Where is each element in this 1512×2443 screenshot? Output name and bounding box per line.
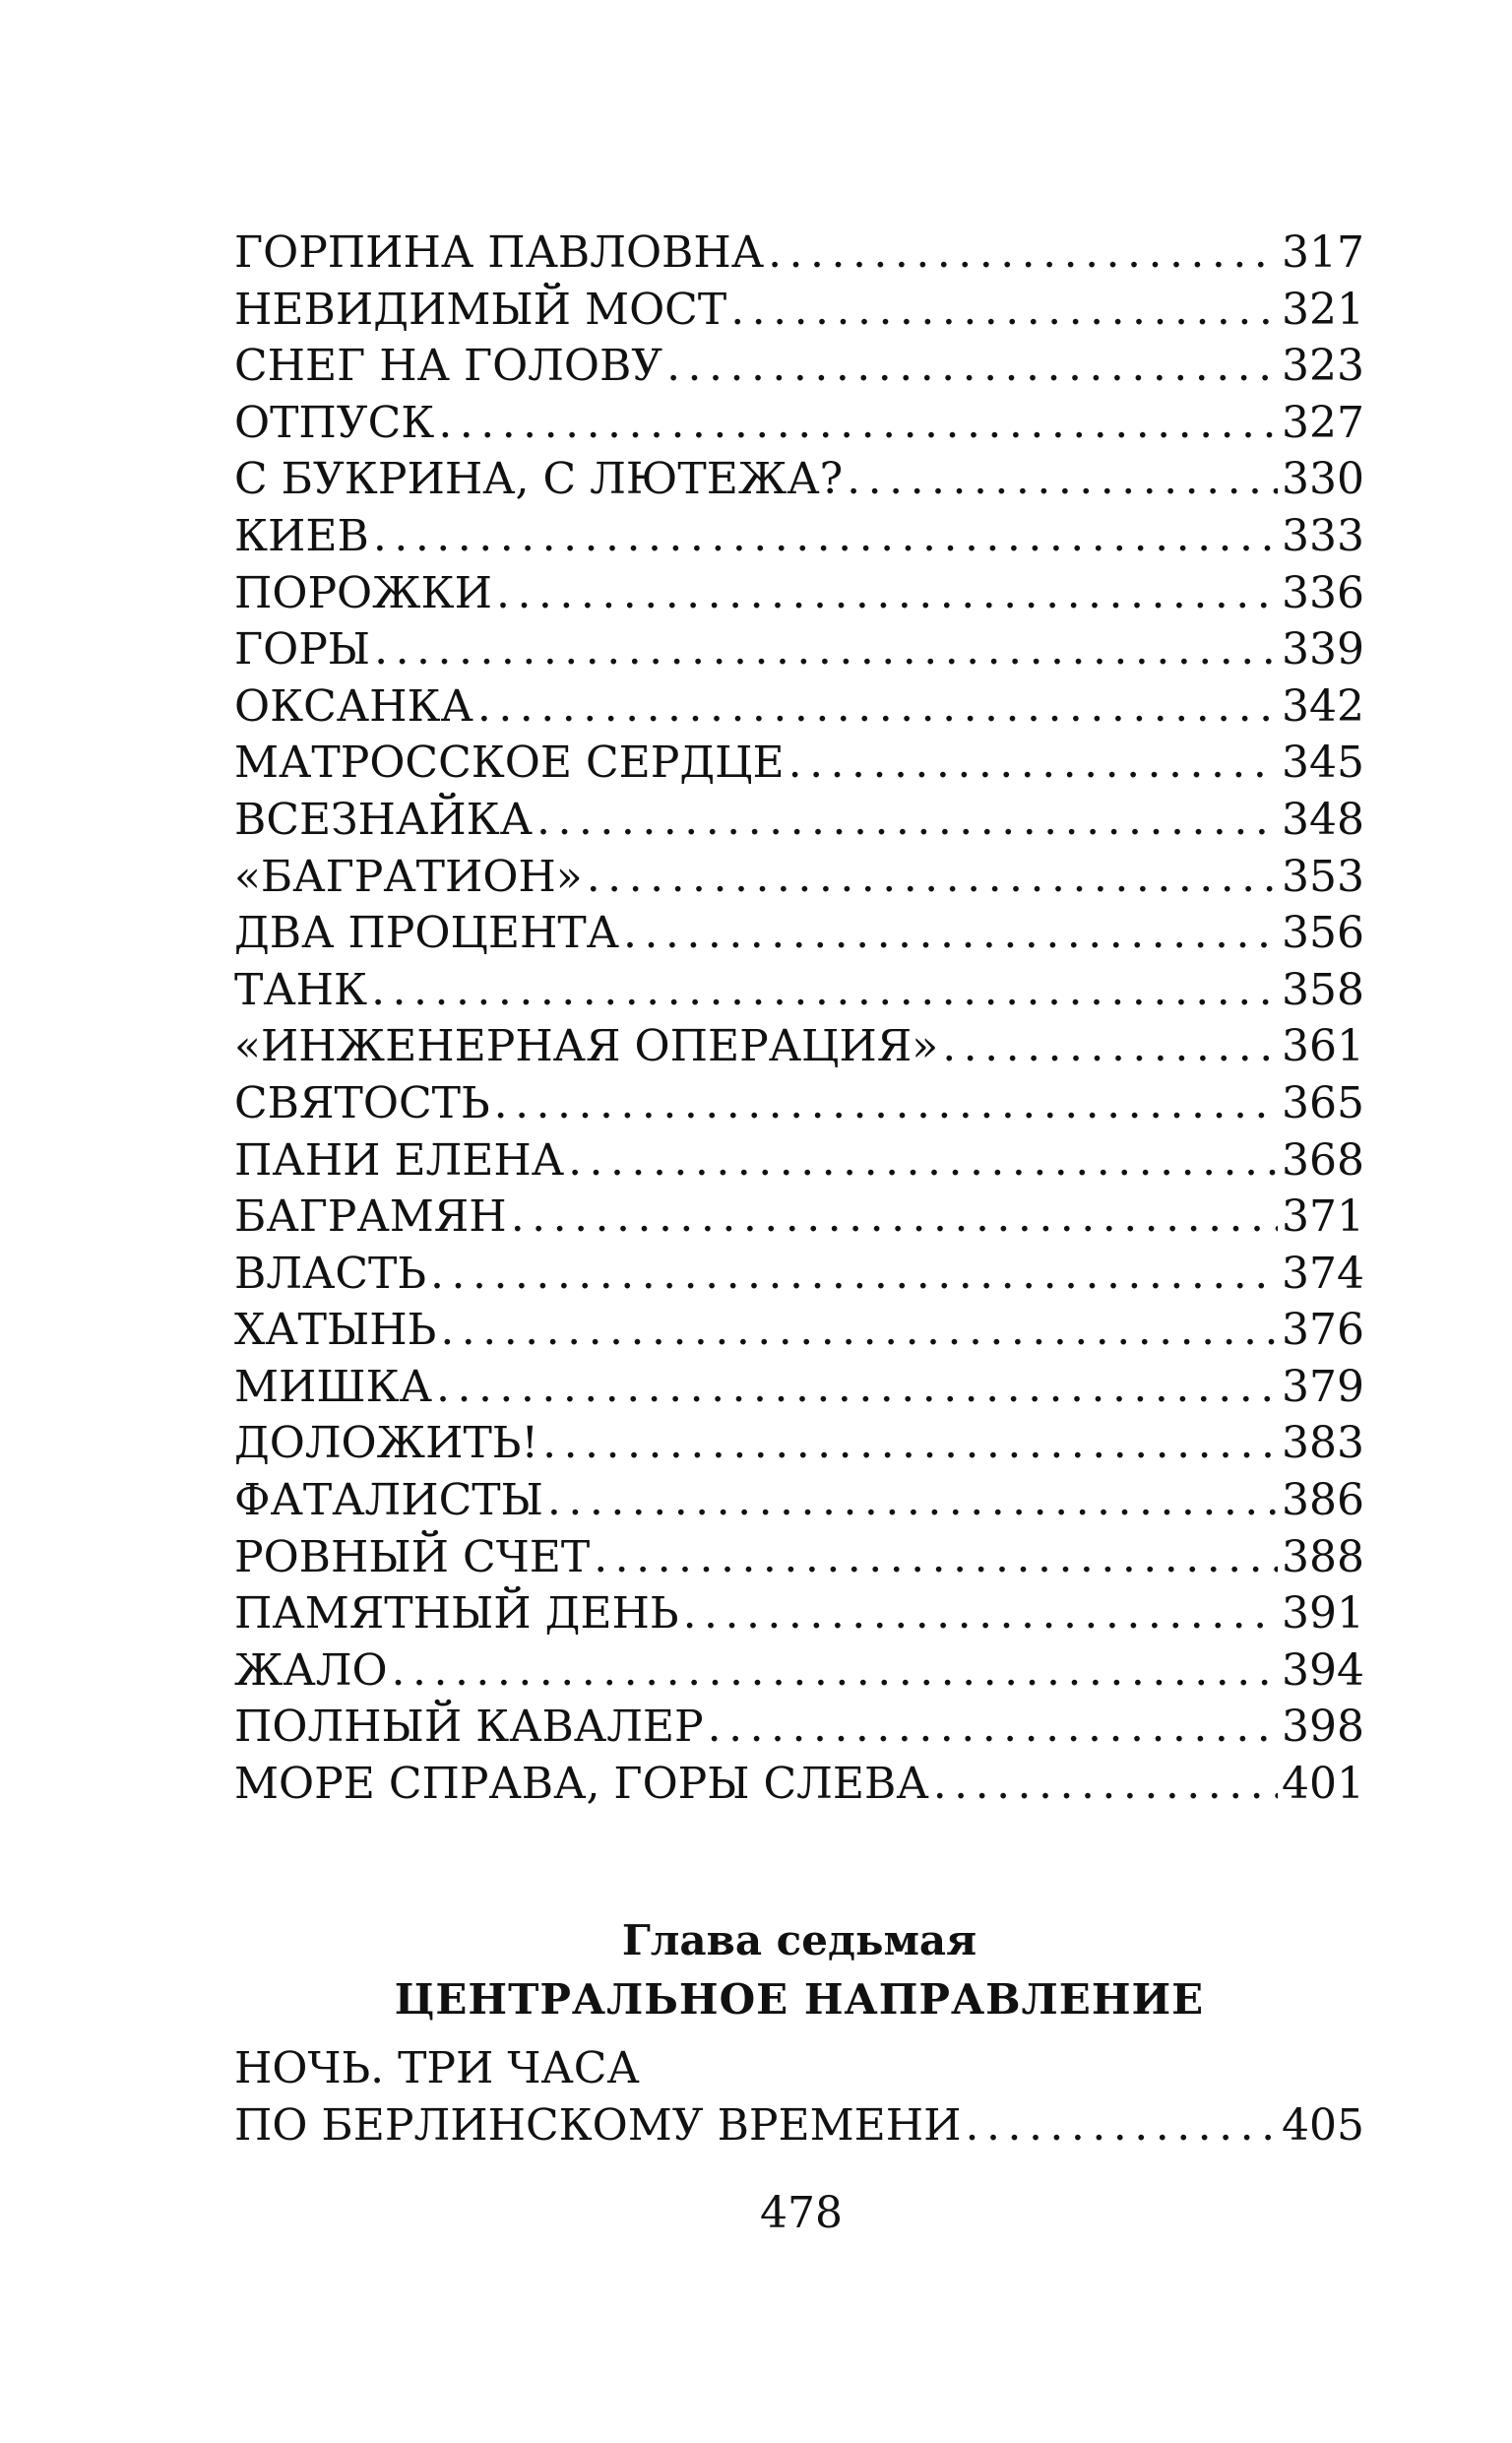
toc-entry <box>234 1415 1364 1472</box>
toc-entry <box>234 1132 1364 1189</box>
dot-leader <box>942 1018 1278 1075</box>
toc-entry <box>234 1529 1364 1586</box>
dot-leader <box>966 2097 1278 2154</box>
toc-entry-title: БАГРАМЯН <box>234 1191 507 1243</box>
toc-entry <box>234 1699 1364 1756</box>
chapter-label: Глава седьмая <box>621 1916 977 1964</box>
toc-entry <box>234 225 1364 282</box>
toc-entry-title: МИШКА <box>234 1361 433 1412</box>
toc-entry-page: 374 <box>1282 1248 1364 1299</box>
toc-entry-page: 398 <box>1282 1702 1364 1753</box>
toc-entry <box>234 2097 1364 2154</box>
toc-entry <box>234 508 1364 565</box>
toc-entry-page: 348 <box>1282 794 1364 845</box>
dot-leader <box>371 962 1278 1019</box>
toc-entry-title: КИЕВ <box>234 510 369 561</box>
toc-entry <box>234 1642 1364 1700</box>
dot-leader <box>477 678 1278 736</box>
toc-entry-title: ВЛАСТЬ <box>234 1248 427 1299</box>
toc-entry <box>234 565 1364 622</box>
toc-entry-title: ВСЕЗНАЙКА <box>234 794 533 845</box>
toc-entry-title: С БУКРИНА, С ЛЮТЕЖА? <box>234 454 844 505</box>
toc-entry <box>234 621 1364 678</box>
dot-leader <box>511 1189 1278 1246</box>
dot-leader <box>730 282 1278 339</box>
dot-leader <box>623 905 1278 962</box>
dot-leader <box>436 1359 1278 1416</box>
toc-entry-page: 323 <box>1282 341 1364 392</box>
toc-entry-page: 333 <box>1282 510 1364 561</box>
toc-entry-page: 361 <box>1282 1021 1364 1072</box>
toc-entry-page: 339 <box>1282 624 1364 675</box>
toc-entry-page: 368 <box>1282 1134 1364 1186</box>
toc-entry <box>234 1472 1364 1529</box>
toc-entry <box>234 338 1364 395</box>
toc-entry-title: ДВА ПРОЦЕНТА <box>234 908 619 959</box>
dot-leader <box>542 1415 1278 1472</box>
toc-entry <box>234 849 1364 906</box>
toc-entry-title: СВЯТОСТЬ <box>234 1077 490 1128</box>
toc-entry-page: 379 <box>1282 1361 1364 1412</box>
toc-entry-page: 342 <box>1282 680 1364 732</box>
toc-entry <box>234 962 1364 1019</box>
toc-entry <box>234 395 1364 452</box>
dot-leader <box>536 792 1278 849</box>
dot-leader <box>438 395 1278 452</box>
toc-entry-page: 330 <box>1282 454 1364 505</box>
dot-leader <box>587 849 1278 906</box>
toc-entry-page: 383 <box>1282 1418 1364 1469</box>
toc-entry <box>234 735 1364 792</box>
toc-entry <box>234 1302 1364 1359</box>
toc-entry-title: ПАМЯТНЫЙ ДЕНЬ <box>234 1588 679 1639</box>
chapter-contents <box>234 2040 1364 2154</box>
table-of-contents <box>234 225 1364 1813</box>
toc-entry-title: ПАНИ ЕЛЕНА <box>234 1134 565 1186</box>
toc-entry <box>234 451 1364 508</box>
toc-entry-page: 317 <box>1282 227 1364 278</box>
toc-entry-title: НЕВИДИМЫЙ МОСТ <box>234 284 727 335</box>
toc-entry-title: ХАТЫНЬ <box>234 1305 437 1356</box>
toc-entry-title: ОТПУСК <box>234 397 435 448</box>
dot-leader <box>496 565 1278 622</box>
toc-entry <box>234 1246 1364 1303</box>
dot-leader <box>374 621 1278 678</box>
toc-entry-title-line: НОЧЬ. ТРИ ЧАСА <box>234 2043 640 2093</box>
toc-entry <box>234 1075 1364 1132</box>
toc-entry-page: 321 <box>1282 284 1364 335</box>
toc-entry-title: МОРЕ СПРАВА, ГОРЫ СЛЕВА <box>234 1759 929 1810</box>
toc-entry-page: 345 <box>1282 738 1364 789</box>
dot-leader <box>666 338 1278 395</box>
dot-leader <box>768 225 1278 282</box>
dot-leader <box>568 1132 1278 1189</box>
dot-leader <box>933 1756 1278 1813</box>
toc-entry-page: 394 <box>1282 1644 1364 1696</box>
toc-entry-title: СНЕГ НА ГОЛОВУ <box>234 341 663 392</box>
toc-entry-title: ЖАЛО <box>234 1644 388 1696</box>
toc-entry-page: 371 <box>1282 1191 1364 1243</box>
toc-entry-title: «ИНЖЕНЕРНАЯ ОПЕРАЦИЯ» <box>234 1021 939 1072</box>
toc-entry-title: ТАНК <box>234 964 368 1015</box>
toc-entry-page: 336 <box>1282 567 1364 618</box>
toc-entry-page: 405 <box>1282 2099 1364 2151</box>
toc-entry-title: РОВНЫЙ СЧЕТ <box>234 1531 591 1582</box>
toc-entry-page: 391 <box>1282 1588 1364 1639</box>
toc-entry <box>234 1359 1364 1416</box>
toc-entry <box>234 1756 1364 1813</box>
toc-entry <box>234 1585 1364 1642</box>
toc-entry-title: ФАТАЛИСТЫ <box>234 1475 543 1526</box>
dot-leader <box>847 451 1278 508</box>
toc-entry <box>234 792 1364 849</box>
dot-leader <box>430 1246 1278 1303</box>
toc-entry <box>234 905 1364 962</box>
toc-entry-page: 353 <box>1282 851 1364 902</box>
dot-leader <box>373 508 1278 565</box>
toc-entry-page: 365 <box>1282 1077 1364 1128</box>
toc-entry <box>234 282 1364 339</box>
page-number: 478 <box>760 2188 843 2238</box>
dot-leader <box>440 1302 1278 1359</box>
toc-entry-page: 388 <box>1282 1531 1364 1582</box>
dot-leader <box>708 1699 1278 1756</box>
dot-leader <box>788 735 1278 792</box>
toc-entry-title: ПОРОЖКИ <box>234 567 492 618</box>
toc-entry-page: 356 <box>1282 908 1364 959</box>
toc-entry <box>234 1018 1364 1075</box>
toc-entry <box>234 678 1364 736</box>
toc-entry-page: 327 <box>1282 397 1364 448</box>
toc-entry-page: 376 <box>1282 1305 1364 1356</box>
toc-entry-title: ГОРПИНА ПАВЛОВНА <box>234 227 765 278</box>
toc-entry-page: 358 <box>1282 964 1364 1015</box>
toc-entry-title: ДОЛОЖИТЬ! <box>234 1418 539 1469</box>
dot-leader <box>494 1075 1278 1132</box>
dot-leader <box>683 1585 1278 1642</box>
dot-leader <box>594 1529 1278 1586</box>
toc-entry-title: ГОРЫ <box>234 624 371 675</box>
toc-entry-title: «БАГРАТИОН» <box>234 851 583 902</box>
toc-entry-title: ОКСАНКА <box>234 680 473 732</box>
toc-entry <box>234 1189 1364 1246</box>
dot-leader <box>392 1642 1278 1700</box>
chapter-title: ЦЕНТРАЛЬНОЕ НАПРАВЛЕНИЕ <box>394 1975 1205 2024</box>
toc-entry-title: МАТРОССКОЕ СЕРДЦЕ <box>234 738 785 789</box>
toc-entry-page: 386 <box>1282 1475 1364 1526</box>
toc-entry-title: ПОЛНЫЙ КАВАЛЕР <box>234 1702 704 1753</box>
toc-entry-title: ПО БЕРЛИНСКОМУ ВРЕМЕНИ <box>234 2099 962 2151</box>
toc-entry-page: 401 <box>1282 1759 1364 1810</box>
dot-leader <box>547 1472 1278 1529</box>
